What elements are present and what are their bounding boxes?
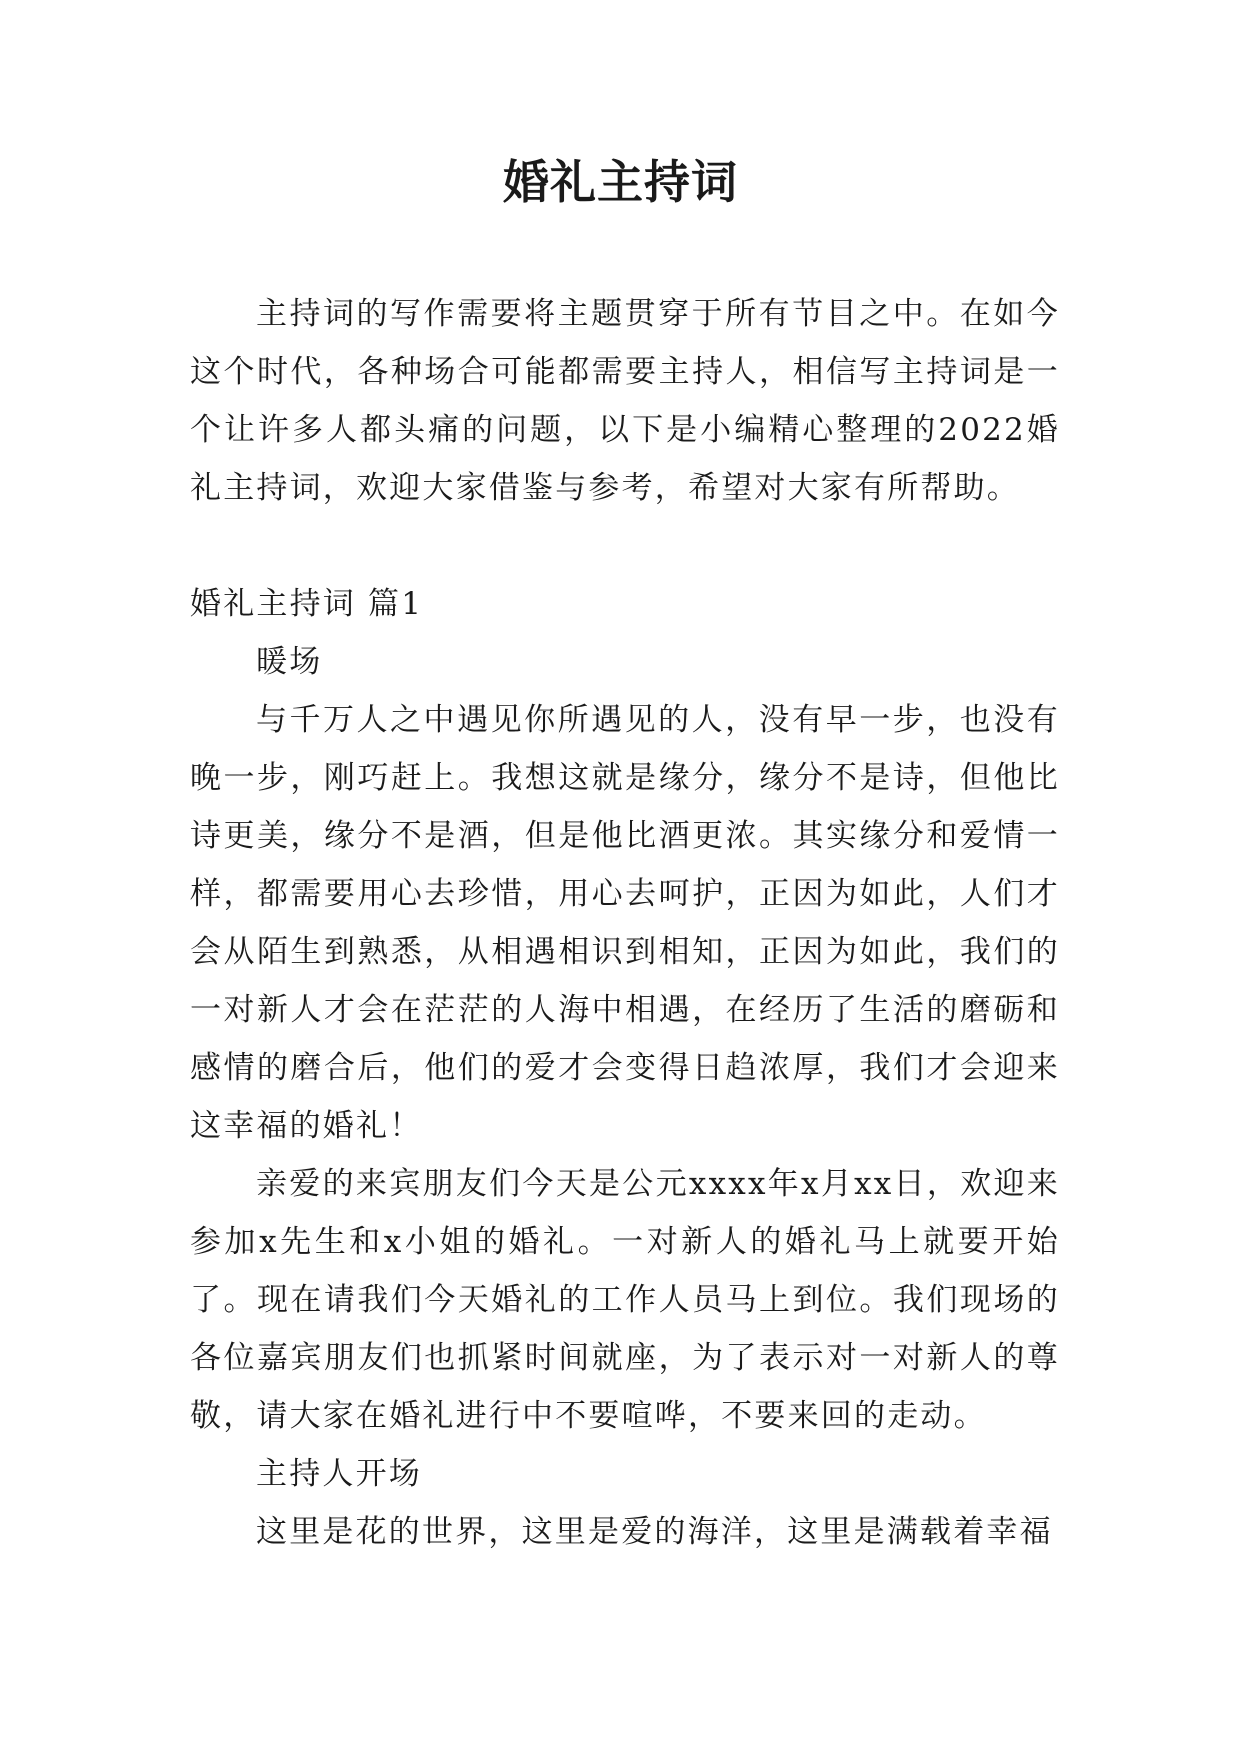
subheading-warmup: 暖场 [256, 644, 323, 680]
intro-block [190, 285, 1060, 517]
content-block [190, 575, 1060, 1561]
paragraph-3: 这里是花的世界，这里是爱的海洋，这里是满载着幸福 [256, 1514, 1053, 1550]
section-heading: 婚礼主持词 篇1 [190, 586, 424, 622]
paragraph-2: 亲爱的来宾朋友们今天是公元xxxx年x月xx日，欢迎来参加x先生和x小姐的婚礼。一对新人的婚礼马上就要开始了。现在请我们今天婚礼的工作人员马上到位。我们现场的各位嘉宾朋友们也抓紧时间就座，为了表示对一对新人的尊敬，请大家在婚礼进行中不要喧哗，不要来回的走动。 [190, 1166, 1060, 1434]
subheading-host-opening: 主持人开场 [256, 1456, 422, 1492]
document-title: 婚礼主持词 [503, 155, 738, 209]
paragraph-1: 与千万人之中遇见你所遇见的人，没有早一步，也没有晚一步，刚巧赶上。我想这就是缘分，缘分不是诗，但他比诗更美，缘分不是酒，但是他比酒更浓。其实缘分和爱情一样，都需要用心去珍惜，用心去呵护，正因为如此，人们才会从陌生到熟悉，从相遇相识到相知，正因为如此，我们的一对新人才会在茫茫的人海中相遇，在经历了生活的磨砺和感情的磨合后，他们的爱才会变得日趋浓厚，我们才会迎来这幸福的婚礼！ [190, 702, 1060, 1144]
intro-paragraph: 主持词的写作需要将主题贯穿于所有节目之中。在如今这个时代，各种场合可能都需要主持人，相信写主持词是一个让许多人都头痛的问题，以下是小编精心整理的2022婚礼主持词，欢迎大家借鉴与参考，希望对大家有所帮助。 [190, 296, 1060, 506]
